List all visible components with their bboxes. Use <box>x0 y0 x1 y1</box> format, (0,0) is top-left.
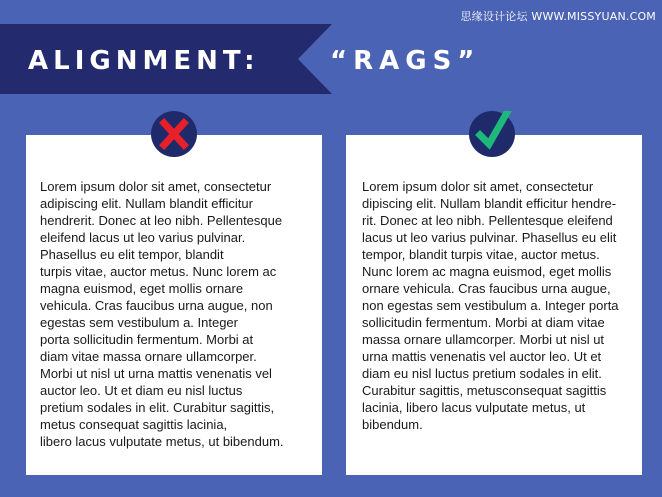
title-banner <box>0 24 332 94</box>
bad-example-badge <box>151 111 197 157</box>
good-example-badge <box>469 111 515 157</box>
ragged-paragraph: Lorem ipsum dolor sit amet, consectetur adipiscing elit. Nullam blandit efficitur hendrerit. Donec at leo nibh. Pellentesque eleifend lacus ut leo varius pulvinar. Phasellus eu elit tempor, blandit turpis vitae, auctor metus. Nunc lorem ac magna euismod, eget mollis ornare vehicula. Cras faucibus urna augue, non egestas sem vestibulum a. Integer porta sollicitudin fermentum. Morbi at diam vitae massa ornare ullamcorper. Morbi ut nisl ut urna mattis venenatis vel auctor leo. Ut et diam eu nisl luctus pretium sodales in elit. Curabitur sagittis, metus consequat sagittis lacinia, libero lacus vulputate metus, ut bibendum. <box>40 179 284 449</box>
banner-title: ALIGNMENT: <box>28 46 260 76</box>
bad-example-card <box>26 135 322 475</box>
good-example-card <box>346 135 642 475</box>
watermark-text: 思缘设计论坛 WWW.MISSYUAN.COM <box>460 10 656 23</box>
checkmark-icon <box>469 111 515 157</box>
smooth-rag-paragraph: Lorem ipsum dolor sit amet, consectetur dipiscing elit. Nullam blandit efficitur hendre- rit. Donec at leo nibh. Pellentesque eleifend lacus ut leo varius pulvinar. Phasellus eu elit tempor, blandit turpis vitae, auctor metus. Nunc lorem ac magna euismod, eget mollis ornare vehicula. Cras faucibus urna augue, non egestas sem vestibulum a. Integer porta sollicitudin fermentum. Morbi at diam vitae massa ornare ullamcorper. Morbi ut nisl ut urna mattis venenatis vel auctor leo. Ut et diam eu nisl luctus pretium sodales in elit. Curabitur sagittis, metusconsequat sagittis lacinia, libero lacus vulputate metus, ut bibendum. <box>362 179 619 432</box>
banner-subtitle: “RAGS” <box>330 46 481 76</box>
x-icon <box>151 111 197 157</box>
